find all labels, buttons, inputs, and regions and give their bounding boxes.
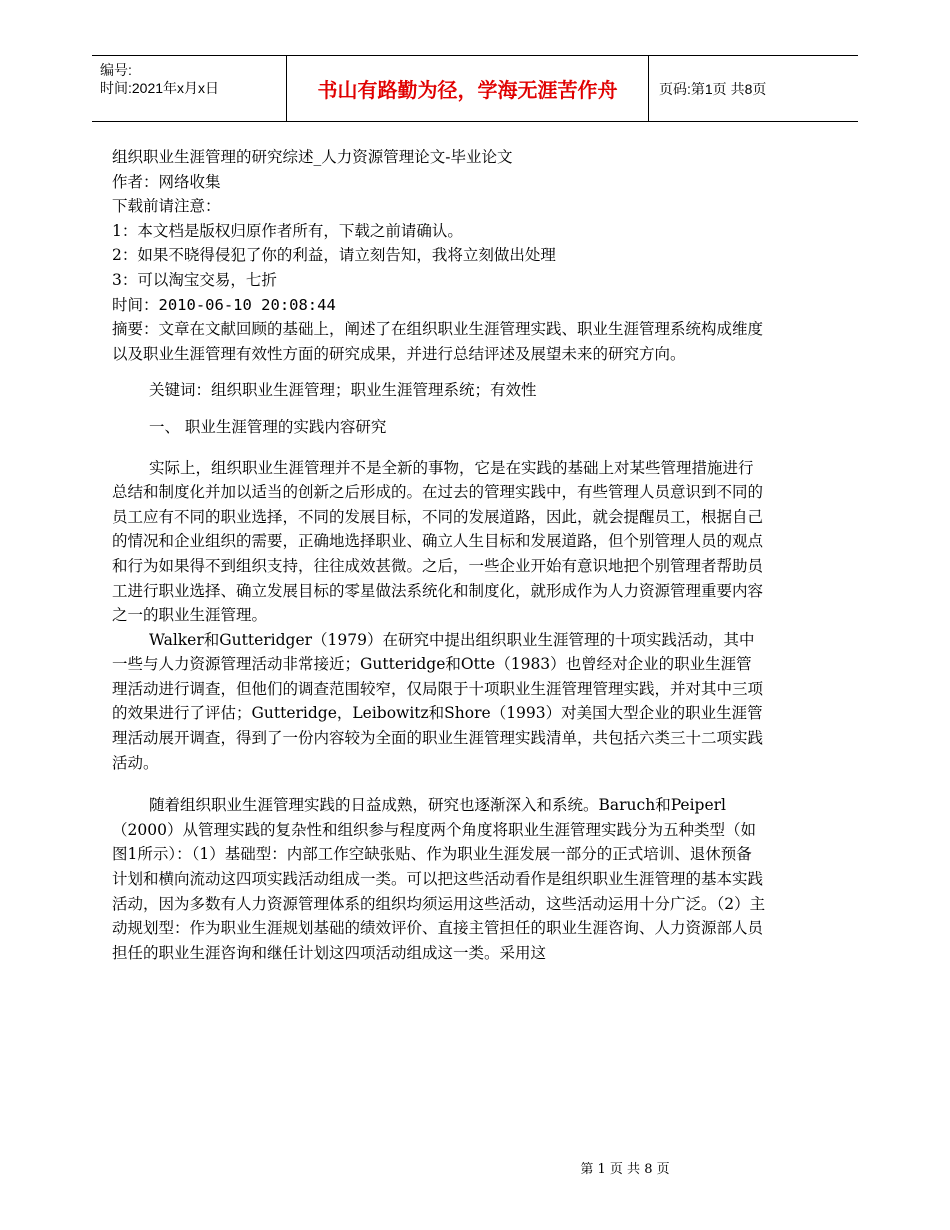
page-footer: 第 1 页 共 8 页 <box>580 1162 670 1177</box>
paragraph-1: 实际上，组织职业生涯管理并不是全新的事物，它是在实践的基础上对某些管理措施进行总结和制度化并加以适当的创新之后形成的。在过去的管理实践中，有些管理人员意识到不同的员工应有不同的职业选择，不同的发展目标，不同的发展道路，因此，就会提醒员工，根据自己的情况和企业组织的需要，正确地选择职业、确立人生目标和发展道路，但个别管理人员的观点和行为如果得不到组织支持，往往成效甚微。之后，一些企业开始有意识地把个别管理者帮助员工进行职业选择、确立发展目标的零星做法系统化和制度化，就形成作为人力资源管理重要内容之一的职业生涯管理。 <box>112 458 764 625</box>
document-body <box>112 145 767 965</box>
notice-item-1: 1：本文档是版权归原作者所有，下载之前请确认。 <box>112 221 463 240</box>
page-header <box>92 55 858 122</box>
notice-heading: 下载前请注意： <box>112 197 221 216</box>
motto: 书山有路勤为径，学海无涯苦作舟 <box>287 56 649 121</box>
paragraph-2: Walker和Gutteridger（1979）在研究中提出组织职业生涯管理的十项实践活动，其中一些与人力资源管理活动非常接近；Gutteridge和Otte（1983）也曾经对企业的职业生涯管理活动进行调查，但他们的调查范围较窄，仅局限于十项职业生涯管理管理实践，并对其中三项的效果进行了评估；Gutteridge，Leibowitz和Shore（1993）对美国大型企业的职业生涯管理活动展开调查，得到了一份内容较为全面的职业生涯管理实践清单，共包括六类三十二项实践活动。 <box>112 630 764 772</box>
time-label: 时间:2021年x月x日 <box>100 80 220 96</box>
doc-title: 组织职业生涯管理的研究综述_人力资源管理论文-毕业论文 <box>112 148 513 166</box>
doc-time: 时间：2010-06-10 20:08:44 <box>112 295 336 314</box>
header-left-cell <box>92 56 287 121</box>
keywords: 关键词：组织职业生涯管理；职业生涯管理系统；有效性 <box>149 381 537 400</box>
abstract: 摘要：文章在文献回顾的基础上，阐述了在组织职业生涯管理实践、职业生涯管理系统构成维度以及职业生涯管理有效性方面的研究成果，并进行总结评述及展望未来的研究方向。 <box>112 320 764 363</box>
notice-item-3: 3：可以淘宝交易，七折 <box>112 270 277 289</box>
doc-author: 作者：网络收集 <box>112 172 221 191</box>
notice-item-2: 2：如果不晓得侵犯了你的利益，请立刻告知，我将立刻做出处理 <box>112 246 556 265</box>
header-page-info: 页码:第1页 共8页 <box>659 80 767 97</box>
section-heading-1: 一、 职业生涯管理的实践内容研究 <box>149 417 387 436</box>
paragraph-3: 随着组织职业生涯管理实践的日益成熟，研究也逐渐深入和系统。Baruch和Peiperl（2000）从管理实践的复杂性和组织参与程度两个角度将职业生涯管理实践分为五种类型（如图1所示）：（1）基础型：内部工作空缺张贴、作为职业生涯发展一部分的正式培训、退休预备计划和横向流动这四项实践活动组成一类。可以把这些活动看作是组织职业生涯管理的基本实践活动，因为多数有人力资源管理体系的组织均须运用这些活动，这些活动运用十分广泛。（2）主动规划型：作为职业生涯规划基础的绩效评价、直接主管担任的职业生涯咨询、人力资源部人员担任的职业生涯咨询和继任计划这四项活动组成这一类。采用这 <box>112 796 766 962</box>
number-label: 编号: <box>100 62 132 78</box>
